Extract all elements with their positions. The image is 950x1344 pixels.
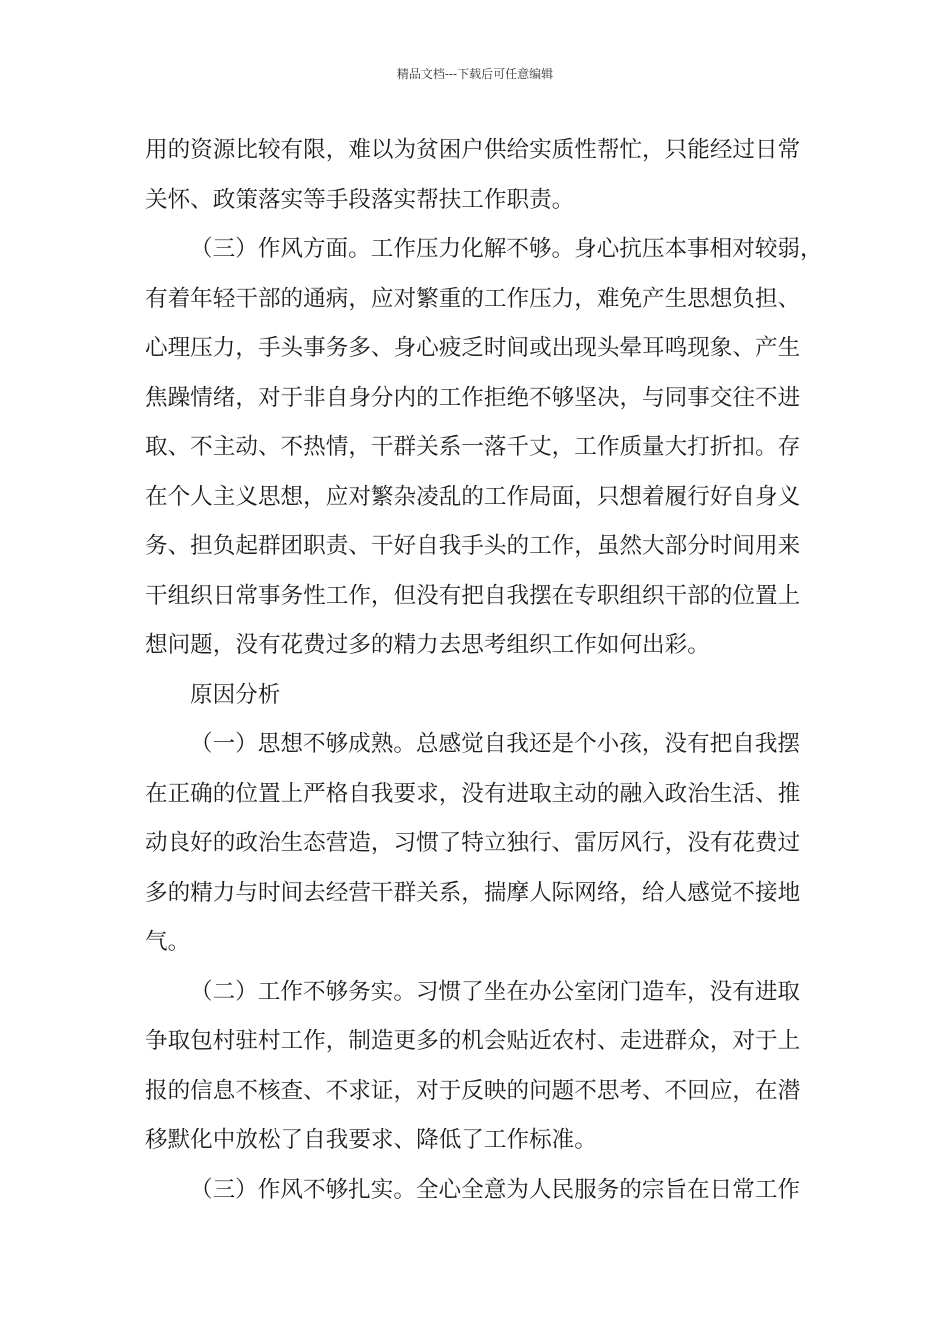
paragraph-continuation [145,126,825,225]
text-line: 在个人主义思想，应对繁杂凌乱的工作局面，只想着履行好自身义 [145,483,801,510]
text-line: 焦躁情绪，对于非自身分内的工作拒绝不够坚决，与同事交往不进 [145,384,801,411]
text-line: （三）作风方面。工作压力化解不够。身心抗压本事相对较弱， [190,236,823,262]
text-line: 干组织日常事务性工作，但没有把自我摆在专职组织干部的位置上 [145,582,801,609]
paragraph-style-cause [145,1166,825,1216]
paragraph-thinking [145,720,825,968]
text-line: 多的精力与时间去经营干群关系，揣摩人际网络，给人感觉不接地 [145,879,801,906]
text-line: 移默化中放松了自我要求、降低了工作标准。 [145,1127,597,1153]
text-line: 有着年轻干部的通病，应对繁重的工作压力，难免产生思想负担、 [145,285,801,312]
text-line: 气。 [145,929,191,955]
heading-line: 原因分析 [190,681,281,708]
page-header: 精品文档---下载后可任意编辑 [396,67,554,81]
paragraph-style-section [145,225,825,671]
text-line: 关怀、政策落实等手段落实帮扶工作职责。 [145,186,575,213]
text-line: （三）作风不够扎实。全心全意为人民服务的宗旨在日常工作 [190,1176,801,1203]
paragraph-work [145,968,825,1166]
text-line: 用的资源比较有限，难以为贫困户供给实质性帮忙，只能经过日常 [145,137,801,163]
text-line: （二）工作不够务实。习惯了坐在办公室闭门造车，没有进取 [190,978,801,1005]
text-line: 动良好的政治生态营造，习惯了特立独行、雷厉风行，没有花费过 [145,830,801,856]
text-line: 务、担负起群团职责、干好自我手头的工作，虽然大部分时间用来 [145,533,801,559]
text-line: （一）思想不够成熟。总感觉自我还是个小孩，没有把自我摆 [190,731,801,757]
document-body [145,126,825,1215]
text-line: 报的信息不核查、不求证，对于反映的问题不思考、不回应，在潜 [145,1077,801,1104]
text-line: 心理压力，手头事务多、身心疲乏时间或出现头晕耳鸣现象、产生 [145,335,801,361]
section-heading [145,671,825,721]
text-line: 在正确的位置上严格自我要求，没有进取主动的融入政治生活、推 [145,780,801,807]
text-line: 争取包村驻村工作，制造更多的机会贴近农村、走进群众，对于上 [145,1028,801,1054]
text-line: 想问题，没有花费过多的精力去思考组织工作如何出彩。 [145,632,710,658]
text-line: 取、不主动、不热情，干群关系一落千丈，工作质量大打折扣。存 [145,434,801,460]
